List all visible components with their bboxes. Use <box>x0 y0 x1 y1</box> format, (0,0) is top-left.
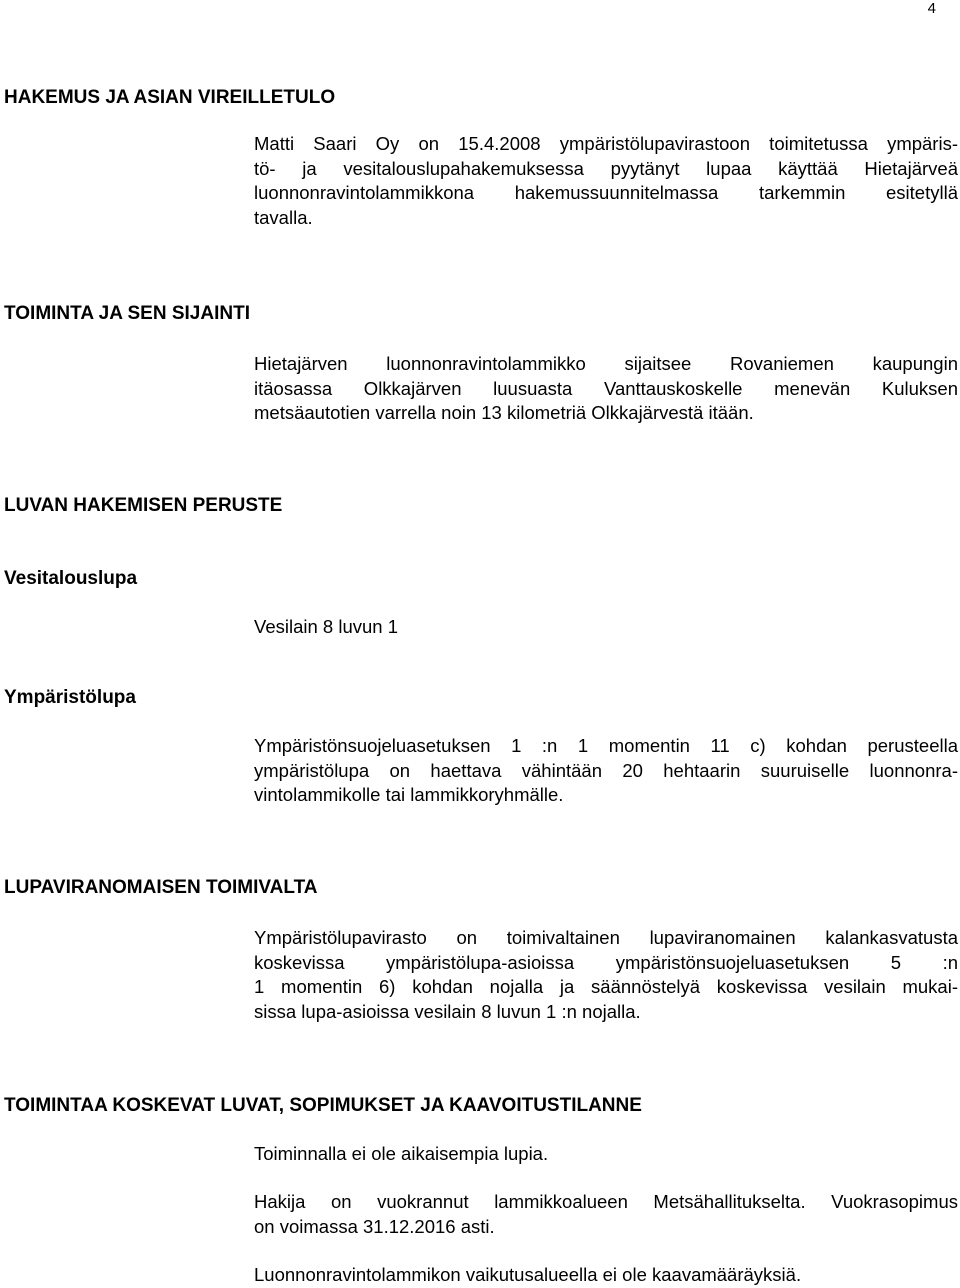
subheading-ymparistolupa: Ympäristölupa <box>4 687 136 708</box>
text-line: Vesilain 8 luvun 1 <box>254 616 398 637</box>
text-line: Toiminnalla ei ole aikaisempia lupia. <box>254 1143 549 1164</box>
text-line: Hakija on vuokrannut lammikkoalueen Metsähallitukselta. Vuokrasopimus <box>254 1191 958 1212</box>
text-line: Ympäristölupavirasto on toimivaltainen lupaviranomainen kalankasvatusta <box>254 927 958 948</box>
subheading-vesitalouslupa: Vesitalouslupa <box>4 568 138 589</box>
text-line: metsäautotien varrella noin 13 kilometriä Olkkajärvestä itään. <box>254 402 754 423</box>
section-heading-luvan-peruste: LUVAN HAKEMISEN PERUSTE <box>4 495 283 516</box>
text-line: Ympäristönsuojeluasetuksen 1 :n 1 momentin 11 c) kohdan perusteella <box>254 735 958 756</box>
paragraph-luvat-1 <box>254 1142 958 1167</box>
paragraph-luvat-2 <box>254 1190 958 1239</box>
section-heading-toiminta: TOIMINTA JA SEN SIJAINTI <box>4 303 250 324</box>
section-heading-hakemus: HAKEMUS JA ASIAN VIREILLETULO <box>4 87 336 108</box>
text-line: koskevissa ympäristölupa-asioissa ympäristönsuojeluasetuksen 5 :n <box>254 951 958 973</box>
text-line: sissa lupa-asioissa vesilain 8 luvun 1 :n nojalla. <box>254 1000 641 1022</box>
paragraph-toimivalta <box>254 926 958 1024</box>
text-line: tö- ja vesitalouslupahakemuksessa pyytänyt lupaa käyttää Hietajärveä <box>254 157 958 179</box>
text-line: itäosassa Olkkajärven luusuasta Vanttauskoskelle menevän Kuluksen <box>254 377 958 399</box>
paragraph-vesitalouslupa <box>254 615 958 640</box>
text-line: ympäristölupa on haettava vähintään 20 hehtaarin suuruiselle luonnonra- <box>254 759 958 781</box>
text-line: on voimassa 31.12.2016 asti. <box>254 1215 495 1237</box>
text-line: vintolammikolle tai lammikkoryhmälle. <box>254 784 564 805</box>
text-line: Hietajärven luonnonravintolammikko sijaitsee Rovaniemen kaupungin <box>254 353 958 374</box>
paragraph-luvat-3 <box>254 1263 958 1288</box>
text-line: tavalla. <box>254 206 313 228</box>
text-line: 1 momentin 6) kohdan nojalla ja säännöstelyä koskevissa vesilain mukai- <box>254 976 958 997</box>
page-number: 4 <box>927 0 936 17</box>
paragraph-hakemus <box>254 132 958 230</box>
text-line: Matti Saari Oy on 15.4.2008 ympäristölupavirastoon toimitetussa ympäris- <box>254 133 958 154</box>
section-heading-luvat: TOIMINTAA KOSKEVAT LUVAT, SOPIMUKSET JA KAAVOITUSTILANNE <box>4 1095 642 1116</box>
paragraph-toiminta <box>254 352 958 426</box>
paragraph-ymparistolupa <box>254 734 958 808</box>
section-heading-toimivalta: LUPAVIRANOMAISEN TOIMIVALTA <box>4 877 318 898</box>
text-line: luonnonravintolammikkona hakemussuunnitelmassa tarkemmin esitetyllä <box>254 182 958 203</box>
text-line: Luonnonravintolammikon vaikutusalueella ei ole kaavamääräyksiä. <box>254 1264 802 1285</box>
